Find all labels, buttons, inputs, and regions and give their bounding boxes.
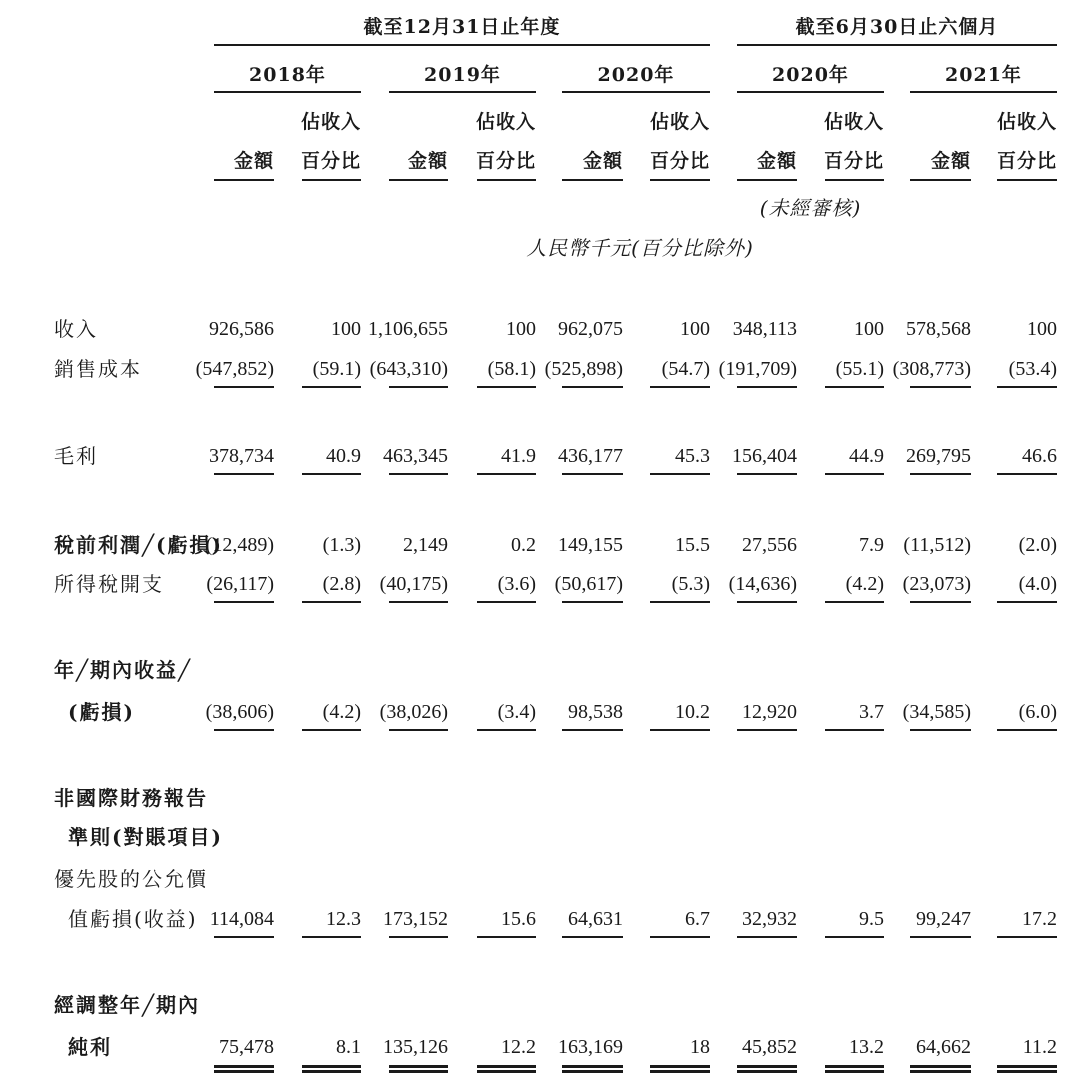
row-rule xyxy=(997,729,1057,731)
amount-cell: 149,155 xyxy=(558,534,623,556)
amount-cell: 75,478 xyxy=(219,1036,274,1058)
col-header-rule xyxy=(302,179,361,181)
row-label: 銷售成本 xyxy=(54,357,142,381)
row-double-rule xyxy=(997,1065,1057,1073)
amount-cell: 156,404 xyxy=(732,445,797,467)
row-rule xyxy=(389,936,448,938)
col-header-rule xyxy=(997,179,1057,181)
amount-cell: 64,631 xyxy=(568,908,623,930)
row-label: 準則(對賬項目) xyxy=(68,825,223,849)
amount-cell: 99,247 xyxy=(916,908,971,930)
percent-cell: 7.9 xyxy=(859,534,884,556)
row-rule xyxy=(477,729,536,731)
row-rule xyxy=(910,936,971,938)
row-rule xyxy=(997,601,1057,603)
percent-cell: (1.3) xyxy=(322,534,361,556)
year-header-2018: 2018年 xyxy=(249,64,326,86)
row-rule xyxy=(477,473,536,475)
amount-cell: (26,117) xyxy=(206,573,274,595)
year-rule-2018 xyxy=(214,91,361,93)
col-header-amount: 金額 xyxy=(756,150,797,172)
row-rule xyxy=(910,601,971,603)
row-rule xyxy=(562,936,623,938)
percent-cell: (58.1) xyxy=(487,358,536,380)
percent-cell: 12.3 xyxy=(326,908,361,930)
row-rule xyxy=(389,473,448,475)
row-rule xyxy=(825,729,884,731)
percent-cell: (2.8) xyxy=(322,573,361,595)
col-header-rule xyxy=(389,179,448,181)
year-header-2020: 2020年 xyxy=(597,64,675,86)
percent-cell: 46.6 xyxy=(1022,445,1057,467)
row-double-rule xyxy=(650,1065,710,1073)
row-double-rule xyxy=(302,1065,361,1073)
row-rule xyxy=(650,473,710,475)
percent-cell: 40.9 xyxy=(326,445,361,467)
row-double-rule xyxy=(737,1065,797,1073)
percent-cell: 45.3 xyxy=(675,445,710,467)
col-header-pct-bottom: 百分比 xyxy=(649,150,710,172)
row-rule xyxy=(302,729,361,731)
period-year-header: 截至12月31日止年度 xyxy=(363,16,561,38)
percent-cell: (54.7) xyxy=(661,358,710,380)
row-rule xyxy=(214,473,274,475)
row-rule xyxy=(737,473,797,475)
percent-cell: 100 xyxy=(331,318,361,340)
percent-cell: (6.0) xyxy=(1018,701,1057,723)
row-rule xyxy=(562,729,623,731)
percent-cell: 41.9 xyxy=(501,445,536,467)
row-label: 經調整年╱期內 xyxy=(54,993,201,1017)
row-rule xyxy=(214,601,274,603)
percent-cell: 100 xyxy=(506,318,536,340)
percent-cell: (55.1) xyxy=(835,358,884,380)
row-rule xyxy=(477,601,536,603)
col-header-rule xyxy=(650,179,710,181)
period-half-header: 截至6月30日止六個月 xyxy=(795,16,999,38)
year-header-2019: 2019年 xyxy=(424,64,501,86)
col-header-pct-top: 佔收入 xyxy=(475,111,536,133)
col-header-pct-bottom: 百分比 xyxy=(300,150,361,172)
row-rule xyxy=(477,936,536,938)
row-label: 純利 xyxy=(68,1035,112,1059)
year-rule-2020 xyxy=(562,91,710,93)
col-header-pct-bottom: 百分比 xyxy=(823,150,884,172)
amount-cell: (23,073) xyxy=(902,573,971,595)
percent-cell: 11.2 xyxy=(1022,1036,1057,1058)
percent-cell: 17.2 xyxy=(1022,908,1057,930)
row-label: 年╱期內收益╱ xyxy=(54,658,193,682)
row-rule xyxy=(910,473,971,475)
row-rule xyxy=(737,601,797,603)
row-rule xyxy=(214,386,274,388)
row-double-rule xyxy=(477,1065,536,1073)
amount-cell: (38,606) xyxy=(205,701,274,723)
amount-cell: 27,556 xyxy=(742,534,797,556)
percent-cell: (59.1) xyxy=(312,358,361,380)
amount-cell: 64,662 xyxy=(916,1036,971,1058)
row-rule xyxy=(825,386,884,388)
percent-cell: 100 xyxy=(854,318,884,340)
col-header-rule xyxy=(562,179,623,181)
col-header-amount: 金額 xyxy=(582,150,623,172)
amount-cell: 135,126 xyxy=(383,1036,448,1058)
row-double-rule xyxy=(910,1065,971,1073)
row-double-rule xyxy=(825,1065,884,1073)
row-double-rule xyxy=(562,1065,623,1073)
percent-cell: (3.6) xyxy=(497,573,536,595)
amount-cell: (34,585) xyxy=(902,701,971,723)
amount-cell: (308,773) xyxy=(892,358,971,380)
row-rule xyxy=(302,473,361,475)
row-rule xyxy=(562,601,623,603)
percent-cell: 3.7 xyxy=(859,701,884,723)
row-rule xyxy=(737,729,797,731)
amount-cell: 114,084 xyxy=(209,908,274,930)
amount-cell: (547,852) xyxy=(195,358,274,380)
col-header-pct-bottom: 百分比 xyxy=(996,150,1057,172)
row-rule xyxy=(562,386,623,388)
year-rule-2021-half xyxy=(910,91,1057,93)
row-rule xyxy=(302,936,361,938)
col-header-pct-bottom: 百分比 xyxy=(475,150,536,172)
amount-cell: 2,149 xyxy=(403,534,448,556)
year-header-2020-half: 2020年 xyxy=(772,64,849,86)
amount-cell: 926,586 xyxy=(209,318,274,340)
col-header-amount: 金額 xyxy=(930,150,971,172)
row-rule xyxy=(650,936,710,938)
row-rule xyxy=(737,386,797,388)
percent-cell: 44.9 xyxy=(849,445,884,467)
amount-cell: (191,709) xyxy=(718,358,797,380)
percent-cell: 15.6 xyxy=(501,908,536,930)
period-half-rule xyxy=(737,44,1057,46)
amount-cell: 173,152 xyxy=(383,908,448,930)
col-header-pct-top: 佔收入 xyxy=(300,111,361,133)
unit-note: 人民幣千元(百分比除外) xyxy=(526,236,754,260)
row-rule xyxy=(825,936,884,938)
col-header-amount: 金額 xyxy=(407,150,448,172)
percent-cell: 10.2 xyxy=(675,701,710,723)
row-rule xyxy=(650,386,710,388)
col-header-rule xyxy=(737,179,797,181)
row-rule xyxy=(910,729,971,731)
row-rule xyxy=(302,601,361,603)
row-label: 優先股的公允價 xyxy=(54,867,208,891)
period-year-rule xyxy=(214,44,710,46)
percent-cell: 18 xyxy=(690,1036,710,1058)
amount-cell: (14,636) xyxy=(728,573,797,595)
percent-cell: 100 xyxy=(680,318,710,340)
col-header-pct-top: 佔收入 xyxy=(649,111,710,133)
percent-cell: 8.1 xyxy=(336,1036,361,1058)
amount-cell: 463,345 xyxy=(383,445,448,467)
row-label: 稅前利潤╱(虧損) xyxy=(54,533,223,557)
row-label: (虧損) xyxy=(68,700,135,724)
amount-cell: 163,169 xyxy=(558,1036,623,1058)
col-header-pct-top: 佔收入 xyxy=(996,111,1057,133)
row-rule xyxy=(389,729,448,731)
col-header-rule xyxy=(910,179,971,181)
row-rule xyxy=(302,386,361,388)
row-rule xyxy=(214,729,274,731)
amount-cell: 12,920 xyxy=(742,701,797,723)
row-label: 非國際財務報告 xyxy=(54,786,208,810)
percent-cell: 100 xyxy=(1027,318,1057,340)
col-header-pct-top: 佔收入 xyxy=(823,111,884,133)
percent-cell: 15.5 xyxy=(675,534,710,556)
col-header-rule xyxy=(825,179,884,181)
col-header-rule xyxy=(214,179,274,181)
year-rule-2019 xyxy=(389,91,536,93)
percent-cell: (3.4) xyxy=(497,701,536,723)
percent-cell: (4.2) xyxy=(322,701,361,723)
amount-cell: (38,026) xyxy=(379,701,448,723)
amount-cell: 1,106,655 xyxy=(368,318,448,340)
amount-cell: 98,538 xyxy=(568,701,623,723)
percent-cell: 12.2 xyxy=(501,1036,536,1058)
percent-cell: 13.2 xyxy=(849,1036,884,1058)
percent-cell: (53.4) xyxy=(1008,358,1057,380)
amount-cell: 269,795 xyxy=(906,445,971,467)
row-rule xyxy=(825,601,884,603)
amount-cell: 348,113 xyxy=(732,318,797,340)
amount-cell: 578,568 xyxy=(906,318,971,340)
amount-cell: 45,852 xyxy=(742,1036,797,1058)
row-rule xyxy=(650,601,710,603)
amount-cell: (643,310) xyxy=(369,358,448,380)
percent-cell: (2.0) xyxy=(1018,534,1057,556)
percent-cell: (4.0) xyxy=(1018,573,1057,595)
amount-cell: (11,512) xyxy=(903,534,971,556)
row-label: 收入 xyxy=(54,317,98,341)
amount-cell: (50,617) xyxy=(554,573,623,595)
row-rule xyxy=(997,386,1057,388)
row-rule xyxy=(825,473,884,475)
amount-cell: 378,734 xyxy=(209,445,274,467)
row-rule xyxy=(737,936,797,938)
row-rule xyxy=(389,386,448,388)
amount-cell: 962,075 xyxy=(558,318,623,340)
col-header-rule xyxy=(477,179,536,181)
amount-cell: 436,177 xyxy=(558,445,623,467)
row-rule xyxy=(910,386,971,388)
amount-cell: (40,175) xyxy=(379,573,448,595)
row-label: 毛利 xyxy=(54,444,98,468)
row-double-rule xyxy=(214,1065,274,1073)
percent-cell: 0.2 xyxy=(511,534,536,556)
percent-cell: (4.2) xyxy=(845,573,884,595)
row-rule xyxy=(562,473,623,475)
row-rule xyxy=(477,386,536,388)
percent-cell: 6.7 xyxy=(685,908,710,930)
row-rule xyxy=(389,601,448,603)
row-label: 值虧損(收益) xyxy=(68,907,198,931)
percent-cell: 9.5 xyxy=(859,908,884,930)
col-header-amount: 金額 xyxy=(233,150,274,172)
amount-cell: 32,932 xyxy=(742,908,797,930)
row-label: 所得稅開支 xyxy=(54,572,164,596)
amount-cell: (12,489) xyxy=(205,534,274,556)
percent-cell: (5.3) xyxy=(671,573,710,595)
row-rule xyxy=(650,729,710,731)
unaudited-note: (未經審核) xyxy=(759,196,862,220)
year-header-2021-half: 2021年 xyxy=(945,64,1022,86)
row-rule xyxy=(214,936,274,938)
row-rule xyxy=(997,473,1057,475)
row-rule xyxy=(997,936,1057,938)
row-double-rule xyxy=(389,1065,448,1073)
amount-cell: (525,898) xyxy=(544,358,623,380)
year-rule-2020-half xyxy=(737,91,884,93)
